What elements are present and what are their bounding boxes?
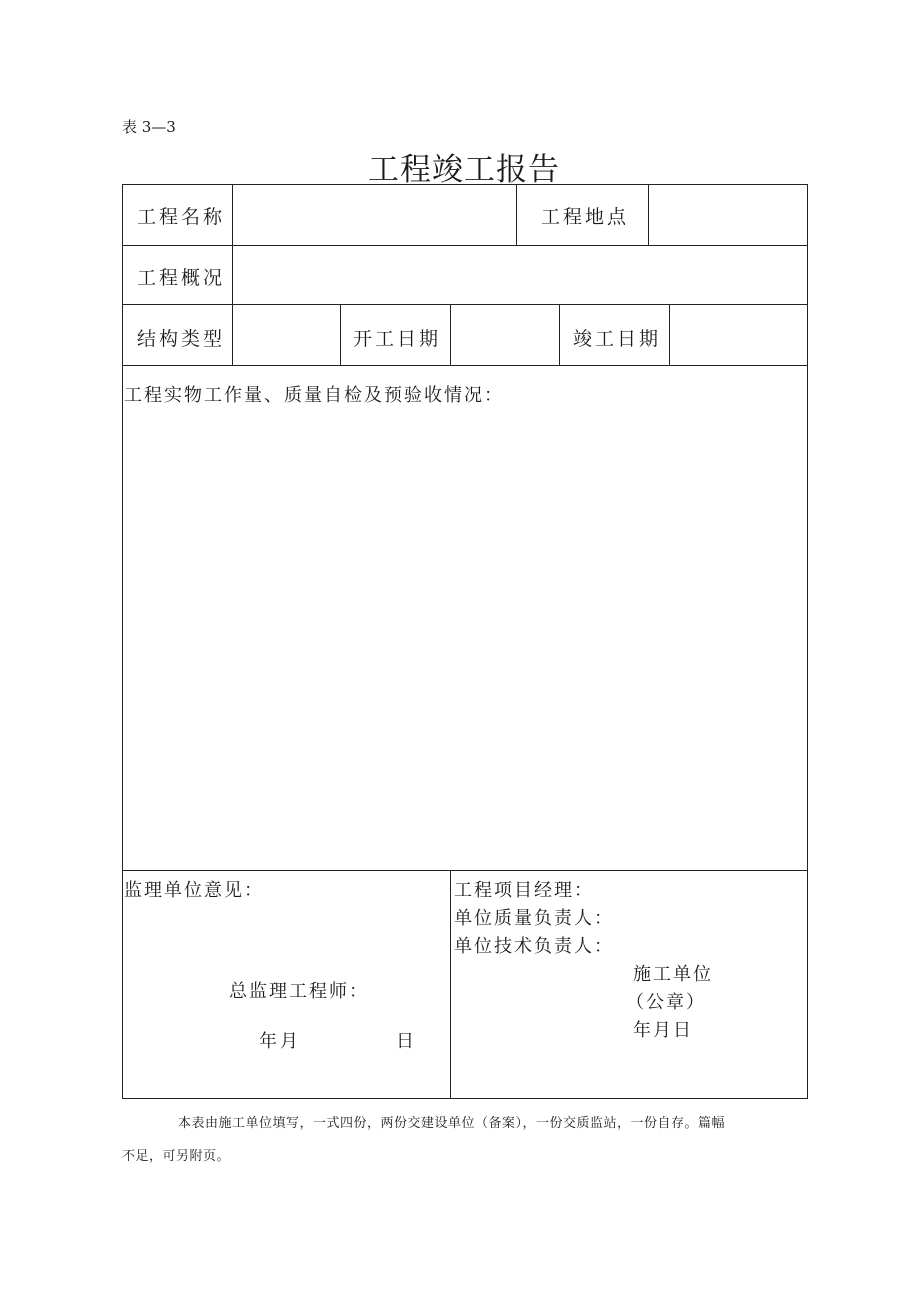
column-divider — [669, 304, 670, 365]
table-border-bottom — [122, 1098, 808, 1099]
supervision-opinion-label: 监理单位意见： — [124, 880, 264, 901]
column-divider — [516, 184, 517, 245]
completion-date-label: 竣工日期 — [573, 328, 662, 350]
page-title: 工程竣工报告 — [368, 152, 560, 184]
quality-lead-label: 单位质量负责人： — [454, 908, 614, 929]
column-divider — [232, 184, 233, 245]
column-divider — [340, 304, 341, 365]
column-divider — [232, 245, 233, 304]
column-divider — [648, 184, 649, 245]
project-name-field[interactable] — [236, 188, 512, 242]
project-location-label: 工程地点 — [541, 206, 630, 228]
footer-note-line2: 不足，可另附页。 — [122, 1149, 231, 1164]
project-name-label: 工程名称 — [137, 206, 226, 228]
self-check-label: 工程实物工作量、质量自检及预验收情况： — [124, 385, 504, 406]
row-divider — [122, 304, 808, 305]
tech-lead-label: 单位技术负责人： — [454, 936, 614, 957]
footer-note-line1: 本表由施工单位填写，一式四份，两份交建设单位（备案），一份交质监站，一份自存。篇幅 — [178, 1116, 726, 1131]
column-divider — [559, 304, 560, 365]
self-check-field[interactable] — [126, 410, 804, 866]
project-location-field[interactable] — [652, 188, 804, 242]
row-divider — [122, 245, 808, 246]
construction-unit-label: 施工单位 — [633, 964, 713, 985]
table-border-right — [807, 184, 808, 1099]
construction-date: 年月日 — [633, 1020, 693, 1041]
row-divider — [122, 870, 808, 871]
supervision-day: 日 — [396, 1031, 416, 1052]
table-number: 表 3—3 — [122, 118, 176, 136]
start-date-field[interactable] — [454, 308, 556, 362]
seal-label: （公章） — [626, 992, 706, 1013]
project-manager-label: 工程项目经理： — [454, 880, 594, 901]
completion-date-field[interactable] — [673, 308, 804, 362]
start-date-label: 开工日期 — [353, 328, 442, 350]
project-overview-field[interactable] — [236, 249, 804, 301]
column-divider — [450, 870, 451, 1098]
column-divider — [450, 304, 451, 365]
project-overview-label: 工程概况 — [137, 267, 226, 289]
row-divider — [122, 365, 808, 366]
table-border-left — [122, 184, 123, 1099]
structure-type-label: 结构类型 — [137, 328, 226, 350]
structure-type-field[interactable] — [236, 308, 337, 362]
column-divider — [232, 304, 233, 365]
chief-supervisor-label: 总监理工程师： — [229, 981, 369, 1002]
supervision-year-month: 年月 — [259, 1031, 301, 1052]
table-border-top — [122, 184, 808, 185]
